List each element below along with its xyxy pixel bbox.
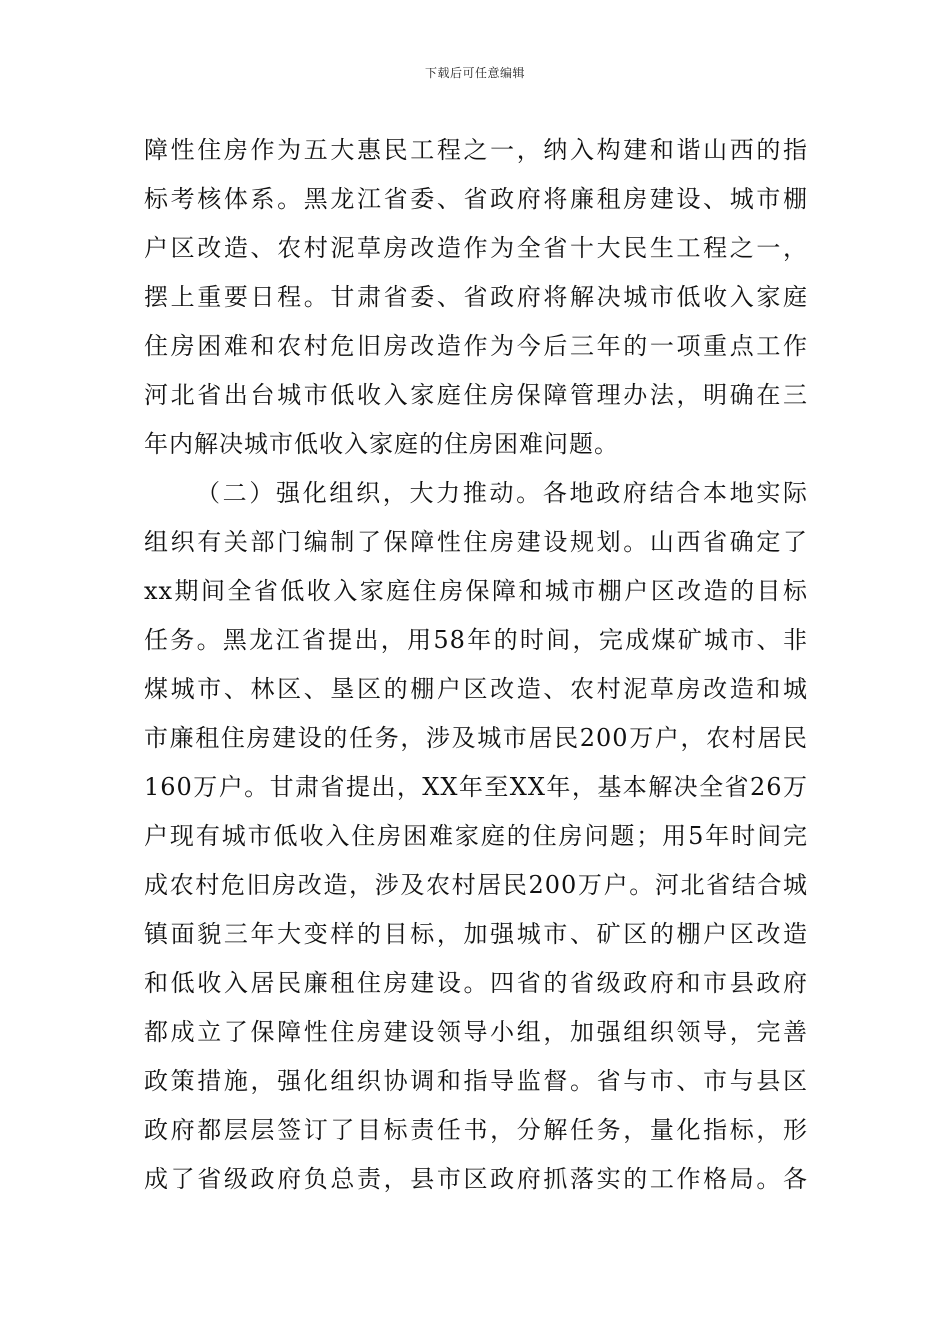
text-line: 都成立了保障性住房建设领导小组，加强组织领导，完善 [144,1018,808,1046]
text-line: 户现有城市低收入住房困难家庭的住房问题；用5年时间完 [144,822,808,850]
text-line: 政策措施，强化组织协调和指导监督。省与市、市与县区 [144,1067,808,1095]
text-line: 障性住房作为五大惠民工程之一，纳入构建和谐山西的指 [144,136,808,164]
text-line: 河北省出台城市低收入家庭住房保障管理办法，明确在三 [144,381,808,409]
text-line: 户区改造、农村泥草房改造作为全省十大民生工程之一， [144,234,808,262]
text-line: 任务。黑龙江省提出，用58年的时间，完成煤矿城市、非 [144,626,808,654]
text-line: 摆上重要日程。甘肃省委、省政府将解决城市低收入家庭 [144,283,808,311]
text-line: 煤城市、林区、垦区的棚户区改造、农村泥草房改造和城 [144,675,808,703]
text-line: 160万户。甘肃省提出，XX年至XX年，基本解决全省26万 [144,773,808,801]
text-line: 年内解决城市低收入家庭的住房困难问题。 [144,430,619,458]
paragraph-start-line: （二）强化组织，大力推动。各地政府结合本地实际 [196,479,808,507]
text-line: 组织有关部门编制了保障性住房建设规划。山西省确定了 [144,528,808,556]
document-body [144,126,808,1204]
text-line: 成了省级政府负总责，县市区政府抓落实的工作格局。各 [144,1165,808,1193]
text-line: 政府都层层签订了目标责任书，分解任务，量化指标，形 [144,1116,808,1144]
page-header: 下载后可任意编辑 [424,66,525,80]
text-line: 标考核体系。黑龙江省委、省政府将廉租房建设、城市棚 [144,185,808,213]
text-line: 和低收入居民廉租住房建设。四省的省级政府和市县政府 [144,969,808,997]
text-line: 市廉租住房建设的任务，涉及城市居民200万户，农村居民 [144,724,808,752]
text-line: 镇面貌三年大变样的目标，加强城市、矿区的棚户区改造 [144,920,808,948]
text-line: xx期间全省低收入家庭住房保障和城市棚户区改造的目标 [144,577,808,605]
text-line: 住房困难和农村危旧房改造作为今后三年的一项重点工作 [144,332,808,360]
text-line: 成农村危旧房改造，涉及农村居民200万户。河北省结合城 [144,871,808,899]
